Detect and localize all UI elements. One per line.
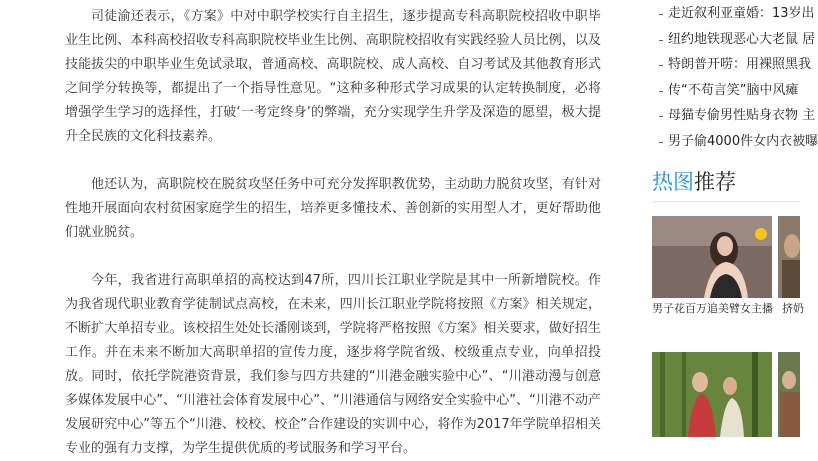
hot-pic-caption[interactable]: 挤奶 — [782, 302, 804, 315]
photo-image — [778, 216, 800, 298]
news-link[interactable] — [648, 3, 815, 25]
divider — [652, 201, 800, 202]
news-link[interactable] — [648, 105, 816, 127]
photo-image — [652, 216, 772, 298]
photo-image — [652, 352, 772, 437]
news-link[interactable] — [648, 80, 800, 102]
hot-pic-thumbnail[interactable] — [652, 352, 772, 437]
photo-image — [778, 352, 800, 437]
bullet-icon — [659, 116, 663, 117]
bullet-icon — [659, 91, 663, 92]
news-link-label: 特朗普开唠：用裸照黑我 — [668, 57, 812, 72]
hot-pic-thumbnail[interactable] — [778, 216, 800, 298]
news-link[interactable] — [648, 54, 812, 76]
hot-pics-heading — [652, 167, 736, 197]
news-link-label: 母猫专偷男性贴身衣物 主 — [668, 108, 816, 123]
bullet-icon — [659, 40, 663, 41]
bullet-icon — [659, 65, 663, 66]
news-link-label: 男子偷4000件女内衣被曝 — [668, 133, 818, 149]
news-list — [648, 3, 818, 153]
article-paragraph: 司徒渝还表示，《方案》中对中职学校实行自主招生，逐步提高专科高职院校招收中职毕业生比例、本科高校招收专科高职院校毕业生比例、高职院校招收有实践经验人员比例，以及技能拔尖的中职毕业生免试录取，普通高校、高职院校、成人高校、自习考试及其他教育形式之间学分转换等，都提出了一个指导性意见。“这种多种形式学习成果的认定转换制度，必将增强学生学习的选择性，打破‘一考定终身’的弊端，充分实现学生升学及深造的愿望，极大提升全民族的文化科技素养。 — [65, 9, 601, 144]
article-paragraph: 今年，我省进行高职单招的高校达到47所，四川长江职业学院是其中一所新增院校。作为我省现代职业教育学徒制试点高校，在未来，四川长江职业学院将按照《方案》相关规定，不断扩大单招专业。该校招生处处长潘刚谈到，学院将严格按照《方案》相关要求，做好招生工作。并在未来不断加大高职单招的宣传力度，逐步将学院省级、校级重点专业，向单招投放。同时，依托学院港资背景，我们参与四方共建的“川港金融实验中心”、“川港动漫与创意多媒体发展中心”、“川港社会体育发展中心”、“川港通信与网络安全实验中心”、“川港不动产发展研究中心”等五个“川港、校校、校企”合作建设的实训中心，将作为2017年学院单招相关专业的强有力支撑，为学生提供优质的考试服务和学习平台。 — [65, 273, 601, 456]
hot-pic-caption[interactable]: 男子花百万追美臂女主播 — [652, 302, 773, 315]
news-link[interactable] — [648, 131, 818, 153]
hot-pic-thumbnail[interactable] — [652, 216, 772, 298]
hot-pics-heading-accent: 热图 — [652, 170, 694, 194]
article-paragraph: 他还认为，高职院校在脱贫攻坚任务中可充分发挥职教优势，主动助力脱贫攻坚，有针对性地开展面向农村贫困家庭学生的招生，培养更多懂技术、善创新的实用型人才，更好帮助他们就业脱贫。 — [65, 177, 601, 240]
news-link-label: 走近叙利亚童婚：13岁出 — [668, 6, 815, 21]
bullet-icon — [659, 14, 663, 15]
news-link-label: 纽约地铁现恶心大老鼠 居 — [668, 31, 816, 47]
bullet-icon — [659, 142, 663, 143]
news-link[interactable] — [648, 29, 816, 51]
hot-pics-heading-rest: 推荐 — [694, 170, 736, 194]
hot-pic-thumbnail[interactable] — [778, 352, 800, 437]
news-link-label: 传“不苟言笑”脑中风瘫 — [668, 82, 799, 98]
